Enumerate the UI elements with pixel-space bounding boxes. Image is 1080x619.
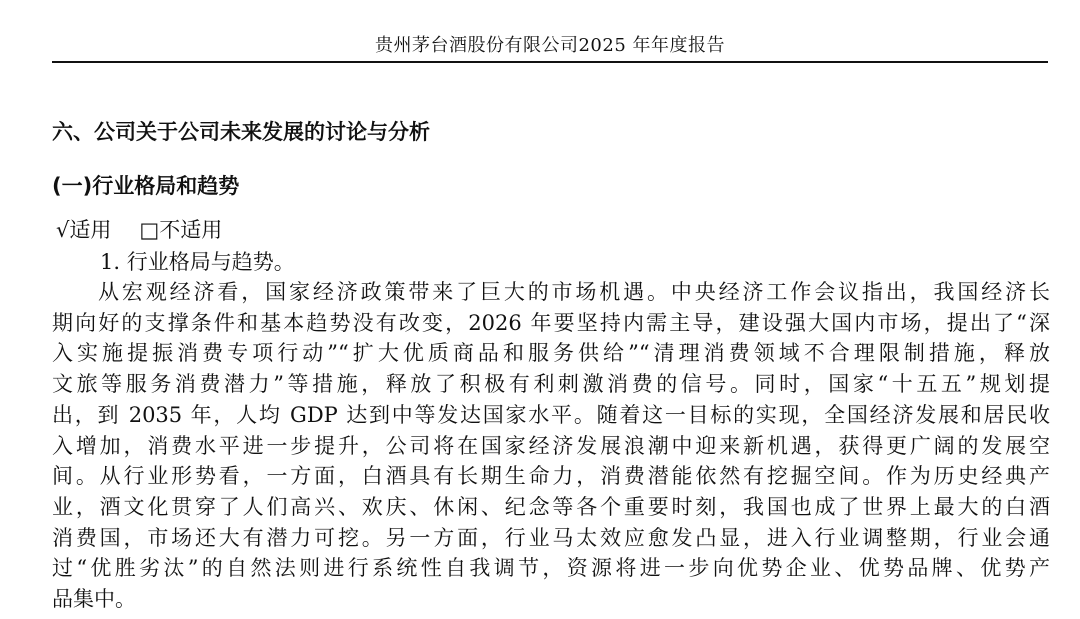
item-title: 1. 行业格局与趋势。 <box>100 250 295 274</box>
subsection-heading: (一)行业格局和趋势 <box>52 174 240 198</box>
body-paragraph <box>52 277 1050 615</box>
paragraph-line: 从宏观经济看，国家经济政策带来了巨大的市场机遇。中央经济工作会议指出，我国经济长 <box>98 280 1050 304</box>
paragraph-line: 入实施提振消费专项行动”“扩大优质商品和服务供给”“清理消费领域不合理限制措施，释放 <box>52 341 1050 366</box>
paragraph-line: 业，酒文化贯穿了人们高兴、欢庆、休闲、纪念等各个重要时刻，我国也成了世界上最大的白酒 <box>52 494 1050 519</box>
header-divider <box>52 61 1048 63</box>
paragraph-line: 期向好的支撑条件和基本趋势没有改变，2026 年要坚持内需主导，建设强大国内市场，提出了“深 <box>52 310 1050 335</box>
not-applicable-option: □不适用 <box>139 218 223 242</box>
applicable-option: √适用 <box>56 218 112 242</box>
paragraph-line: 出，到 2035 年，人均 GDP 达到中等发达国家水平。随着这一目标的实现，全国经济发展和居民收 <box>52 402 1050 427</box>
paragraph-line: 文旅等服务消费潜力”等措施，释放了积极有利刺激消费的信号。同时，国家“十五五”规划提 <box>52 372 1050 397</box>
paragraph-line: 品集中。 <box>52 587 136 612</box>
paragraph-line: 过“优胜劣汰”的自然法则进行系统性自我调节，资源将进一步向优势企业、优势品牌、优势产 <box>52 556 1050 581</box>
paragraph-line: 入增加，消费水平进一步提升，公司将在国家经济发展浪潮中迎来新机遇，获得更广阔的发展空 <box>52 433 1050 458</box>
report-header-title: 贵州茅台酒股份有限公司2025 年年度报告 <box>374 35 726 56</box>
paragraph-line: 消费国，市场还大有潜力可挖。另一方面，行业马太效应愈发凸显，进入行业调整期，行业会通 <box>52 525 1050 550</box>
applicability-options <box>56 215 222 245</box>
paragraph-line: 间。从行业形势看，一方面，白酒具有长期生命力，消费潜能依然有挖掘空间。作为历史经典产 <box>52 464 1050 489</box>
section-heading: 六、公司关于公司未来发展的讨论与分析 <box>52 120 430 144</box>
